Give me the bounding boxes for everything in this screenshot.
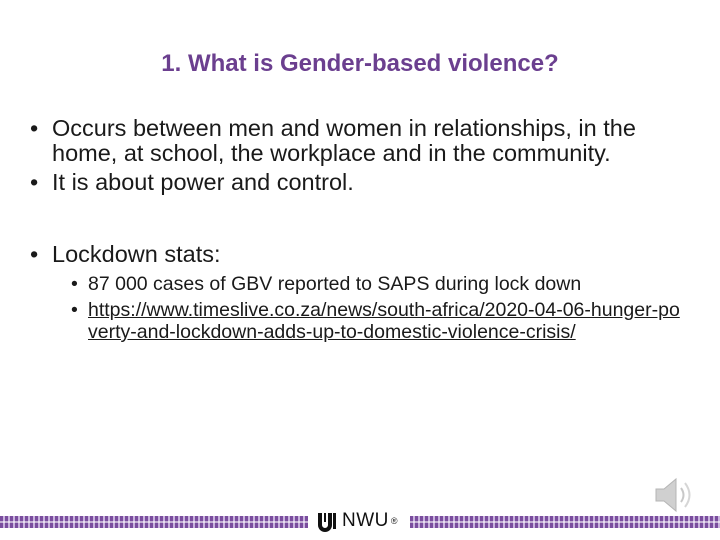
bullet-marker: •: [30, 115, 39, 141]
bullet-item: [30, 116, 690, 166]
logo-mark: ®: [390, 516, 398, 526]
sub-bullet-item: [30, 273, 690, 295]
sub-bullet-item: [30, 299, 688, 343]
bullet-marker: •: [30, 169, 39, 195]
slide-title: 1. What is Gender-based violence?: [161, 50, 559, 77]
sub-bullet-text: 87 000 cases of GBV reported to SAPS during lock down: [88, 273, 582, 295]
speaker-icon[interactable]: [650, 472, 696, 518]
bullet-item: [30, 170, 690, 195]
nwu-logo: [316, 508, 404, 534]
logo-text: NWU: [342, 510, 389, 531]
bullet-text: It is about power and control.: [52, 169, 354, 195]
footer-band-left: [0, 516, 308, 528]
bullet-item: [30, 242, 690, 267]
bullet-text: Occurs between men and women in relationships, in the home, at school, the workplace and in the community.: [52, 115, 636, 166]
slide-content: [30, 116, 690, 343]
bullet-text: Lockdown stats:: [52, 241, 221, 267]
news-article-link[interactable]: https://www.timeslive.co.za/news/south-africa/2020-04-06-hunger-poverty-and-lockdown-adds-up-to-domestic-violence-crisis/: [88, 299, 680, 343]
bullet-marker: •: [71, 273, 78, 295]
bullet-marker: •: [30, 241, 39, 267]
bullet-marker: •: [71, 299, 78, 321]
nwu-crest-icon: [316, 510, 338, 532]
